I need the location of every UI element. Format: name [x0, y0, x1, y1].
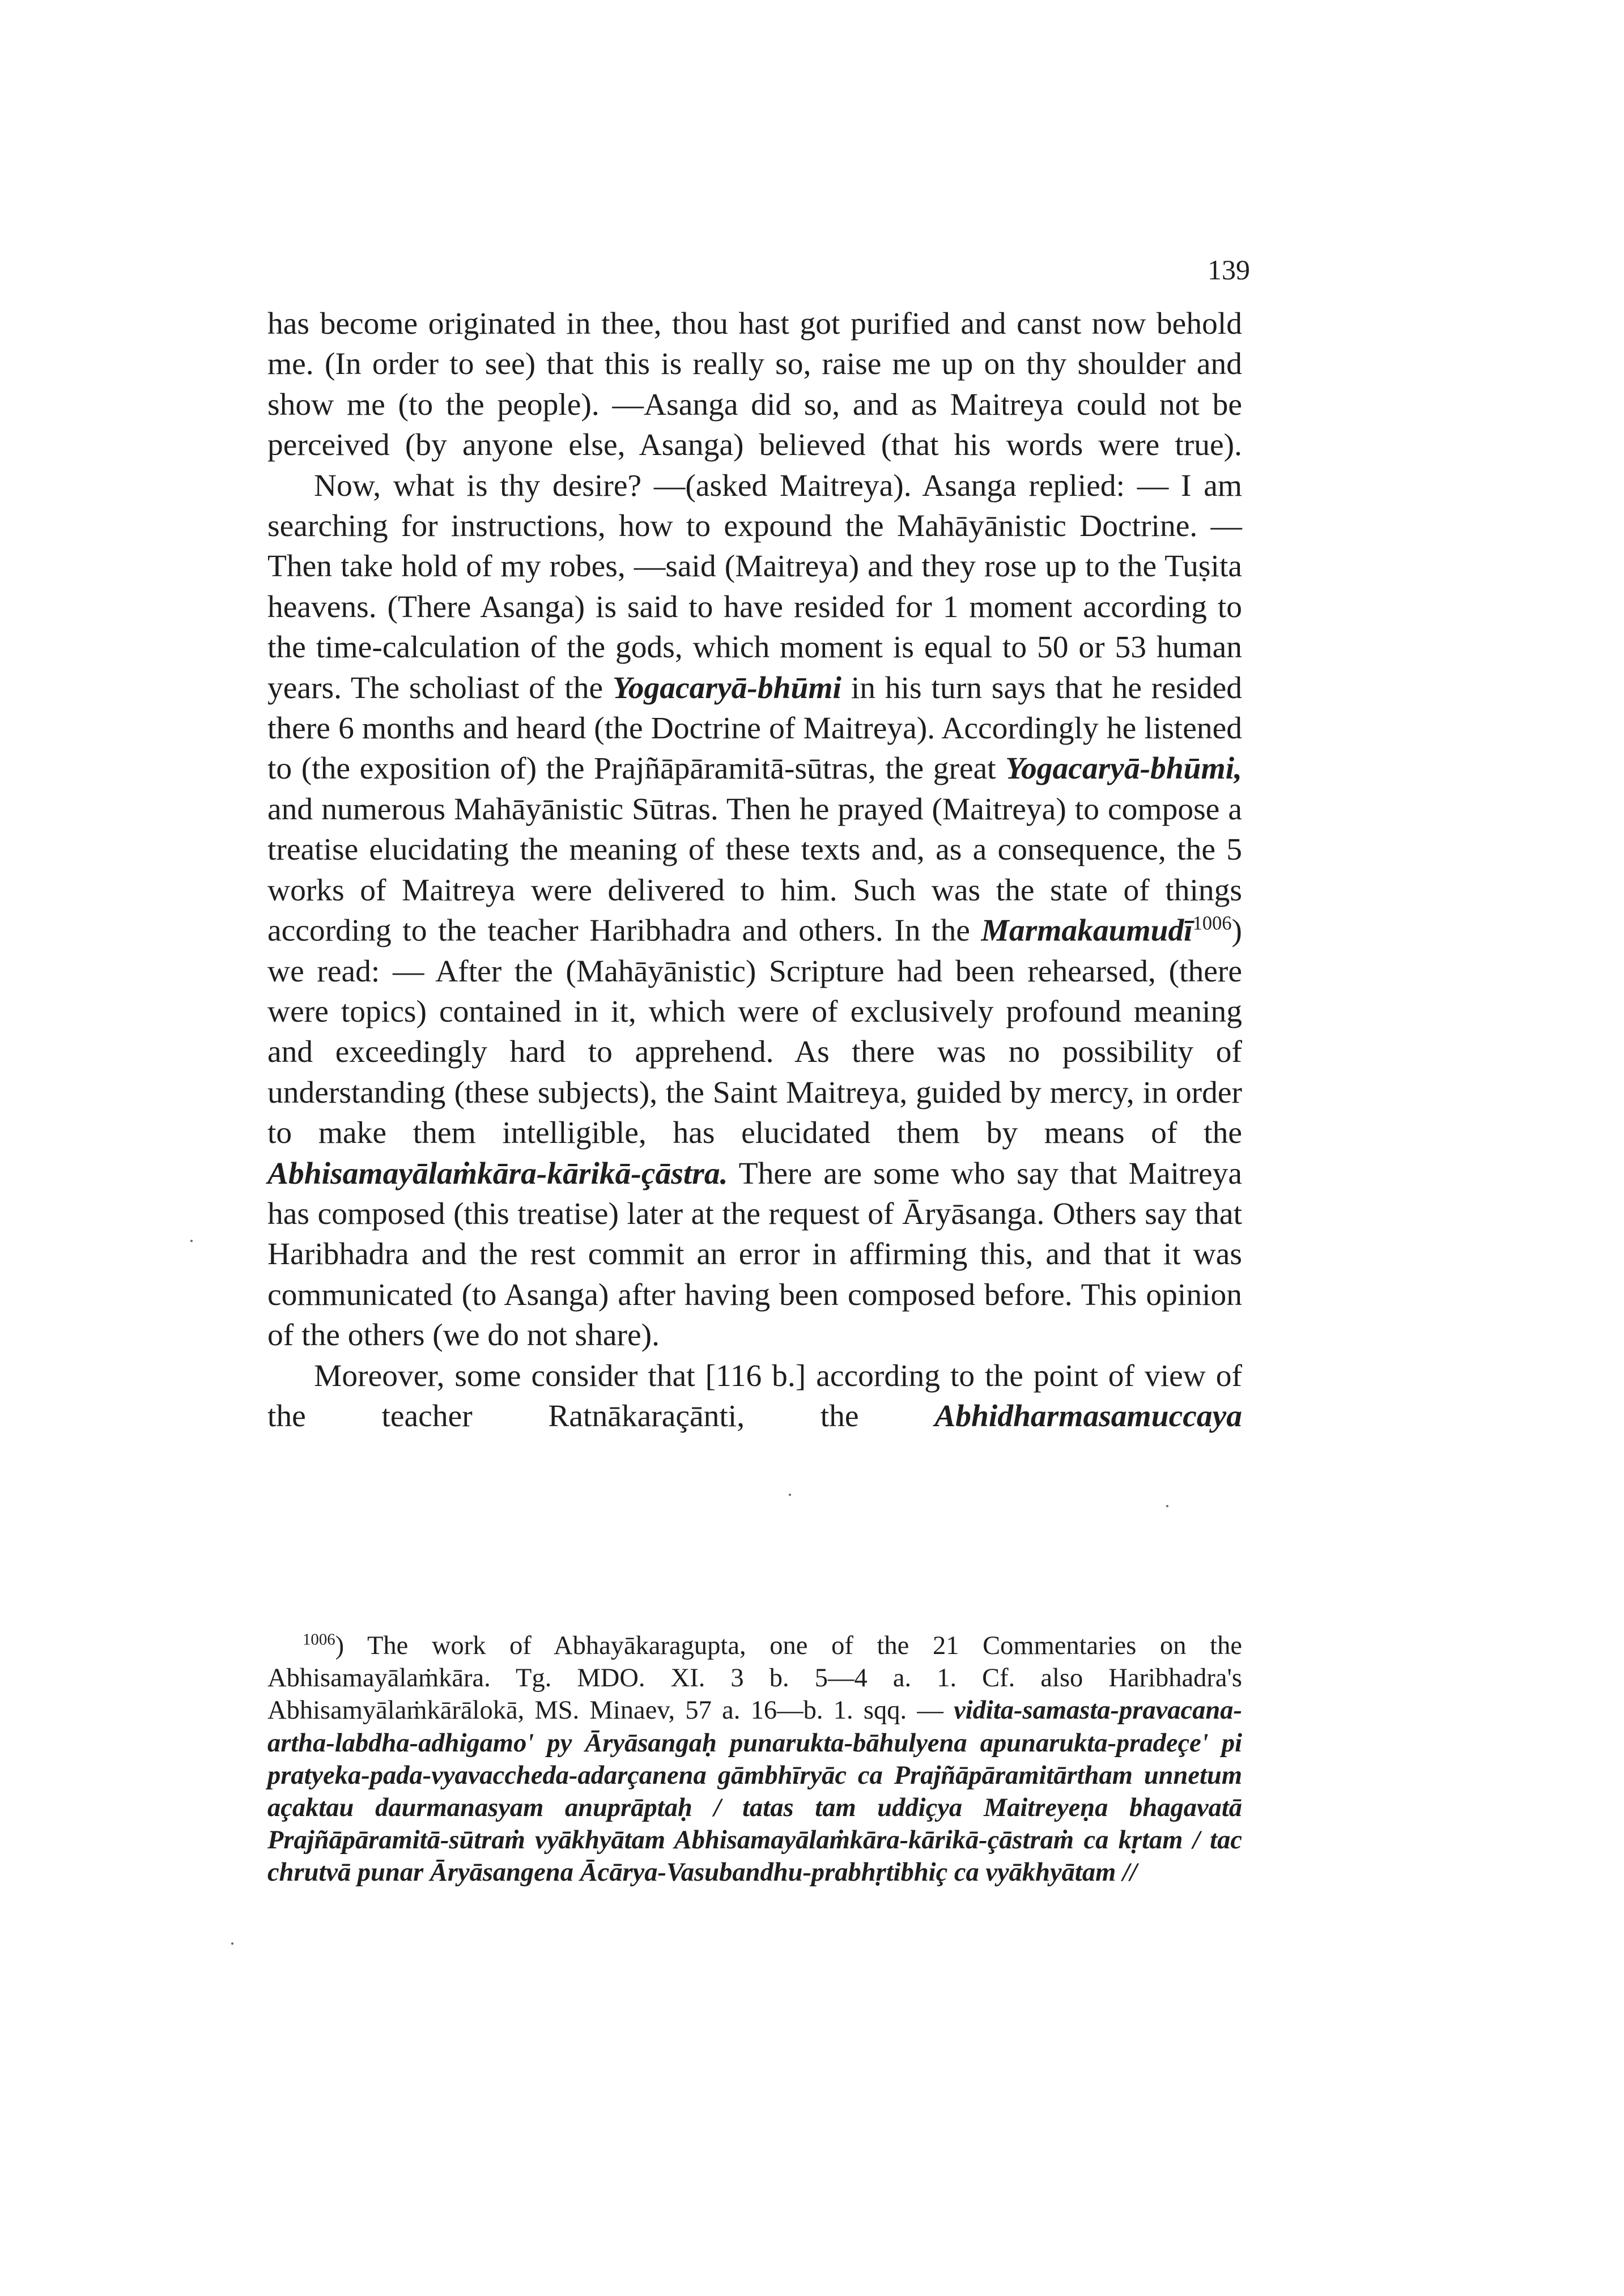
text-run: has become originated in thee, thou hast got purified and canst now behold me. (In order to see) that this is really so, raise me up on thy shoulder and show me (to the people). —Asanga did so, and as Maitreya could not be perceived (by anyone else, Asanga) believed (that his words were true). [267, 307, 1242, 463]
work-title: Yogacaryā-bhūmi, [1005, 751, 1242, 786]
work-title: Abhidharmasamuccaya [934, 1398, 1242, 1434]
work-title: Yogacaryā-bhūmi [613, 670, 841, 705]
paragraph [267, 466, 1242, 1356]
work-title: Marmakaumudī [981, 913, 1193, 949]
paper-speck [190, 1240, 193, 1242]
footnote-text: ) The work of Abhayākaragupta, one of the 21 Commentaries on the Abhisamayālaṁkāra. Tg. MDO. XI. 3 b. 5—4 a. 1. Cf. also Haribhadra's Abhisamyālaṁkārālokā, MS. Minaev, 57 a. 16—b. 1. sqq. — [267, 1631, 1242, 1725]
paragraph [267, 1356, 1242, 1437]
paragraph [267, 304, 1242, 466]
footnote-quote: vidita-samasta-pravacana-artha-labdha-adhigamo' py Āryāsangaḥ punarukta-bāhulyena apunarukta-pradeçe' pi pratyeka-pada-vyavaccheda-adarçanena gāmbhīryāc ca Prajñāpāramitārtham unnetum açaktau daurmanasyam anuprāptaḥ / tatas tam uddiçya Maitreyeṇa bhagavatā Prajñāpāramitā-sūtraṁ vyākhyātam Abhisamayālaṁkāra-kārikā-çāstraṁ ca kṛtam / tac chrutvā punar Āryāsangena Ācārya-Vasubandhu-prabhṛtibhiç ca vyākhyātam // [267, 1696, 1242, 1887]
paper-speck [231, 1942, 233, 1945]
paper-speck [1166, 1505, 1168, 1507]
footnote-reference: 1006 [1192, 912, 1232, 934]
text-run: ) we read: — After the (Mahāyānistic) Scripture had been rehearsed, (there were topics) contained in it, which were of exclusively profound meaning and exceedingly hard to apprehend. As there was no possibility of understanding (these subjects), the Saint Maitreya, guided by mercy, in order to make them intelligible, has elucidated them by means of the [267, 913, 1242, 1151]
text-run: Moreover, some consider that [116 b.] according to the point of view of the teacher Ratnākaraçānti, the [267, 1358, 1242, 1434]
paper-speck [789, 1494, 791, 1496]
work-title: Abhisamayālaṁkāra-kārikā-çāstra. [267, 1156, 728, 1191]
text-run: in his turn says that he resided there 6 months and heard (the Doctrine of Maitreya). Accordingly he listened to (the exposition of) the Prajñāpāramitā-sūtras, the great [267, 670, 1242, 786]
text-run: Now, what is thy desire? —(asked Maitreya). Asanga replied: — I am searching for instructions, how to expound the Mahāyānistic Doctrine. —Then take hold of my robes, —said (Maitreya) and they rose up to the Tuṣita heavens. (There Asanga) is said to have resided for 1 moment according to the time-calculation of the gods, which moment is equal to 50 or 53 human years. The scholiast of the [267, 468, 1242, 705]
footnote [267, 1630, 1242, 1889]
text-run: There are some who say that Maitreya has composed (this treatise) later at the request of Āryāsanga. Others say that Haribhadra and the rest commit an error in affirming this, and that it was communicated (to Asanga) after having been composed before. This opinion of the others (we do not share). [267, 1156, 1242, 1353]
text-run: and numerous Mahāyānistic Sūtras. Then he prayed (Maitreya) to compose a treatise elucidating the meaning of these texts and, as a consequence, the 5 works of Maitreya were delivered to him. Such was the state of things according to the teacher Haribhadra and others. In the [267, 792, 1242, 949]
footnote-mark: 1006 [303, 1630, 335, 1649]
page-number: 139 [1208, 254, 1250, 286]
main-text [267, 304, 1242, 1436]
